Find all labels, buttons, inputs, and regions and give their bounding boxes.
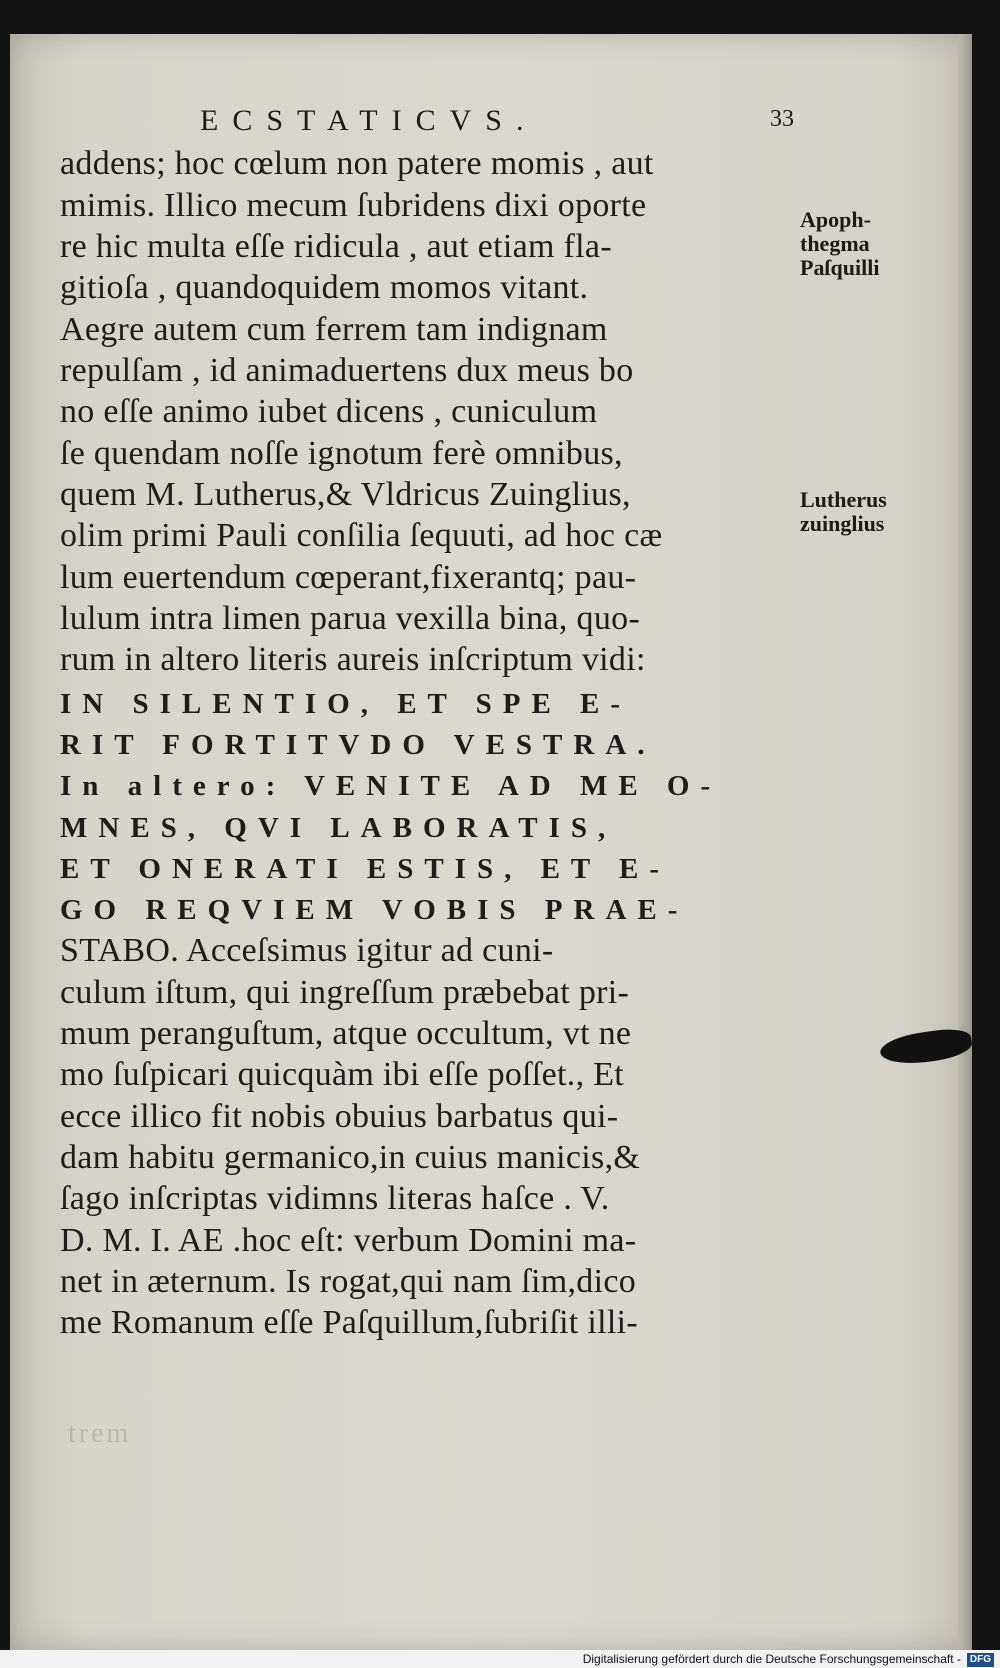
text-line: dam habitu germanico,in cuius manicis,& (60, 1139, 641, 1176)
text-line: rum in altero literis aureis inſcriptum vidi: (60, 641, 646, 678)
text-line: D. M. I. AE .hoc eſt: verbum Domini ma- (60, 1222, 637, 1259)
inscription-line: GO REQVIEM VOBIS PRAE- (60, 894, 689, 926)
text-line: net in æternum. Is rogat,qui nam ſim,dico (60, 1263, 637, 1300)
text-line: olim primi Pauli conſilia ſequuti, ad hoc cæ (60, 517, 663, 554)
text-line: re hic multa eſſe ridicula , aut etiam fla- (60, 228, 612, 265)
inscription-line: IN SILENTIO, ET SPE E- (60, 688, 632, 720)
inscription-line: ET ONERATI ESTIS, ET E- (60, 853, 671, 885)
text-line: ſago inſcriptas vidimns literas haſce . V. (60, 1180, 610, 1217)
digitization-footer (0, 1650, 1000, 1668)
running-head: ECSTATICVS. (200, 104, 538, 137)
margin-note-apophthegma: Apoph- thegma Paſquilli (800, 207, 880, 280)
page-number: 33 (770, 106, 794, 132)
show-through-text: trem (68, 1418, 132, 1449)
margin-note-lutherus: Lutherus zuinglius (800, 487, 887, 536)
text-line: STABO. Acceſsimus igitur ad cuni- (60, 932, 554, 969)
text-line: ecce illico fit nobis obuius barbatus qui- (60, 1098, 619, 1135)
text-line: Aegre autem cum ferrem tam indignam (60, 311, 608, 348)
footer-credit: Digitalisierung gefördert durch die Deutsche Forschungsgemeinschaft - (582, 1652, 961, 1666)
text-line: addens; hoc cœlum non patere momis , aut (60, 145, 654, 182)
inscription-line: MNES, QVI LABORATIS, (60, 812, 617, 844)
text-line: gitioſa , quandoquidem momos vitant. (60, 269, 589, 306)
dfg-logo: DFG (967, 1653, 994, 1667)
inscription-line: RIT FORTITVDO VESTRA. (60, 729, 656, 761)
text-line: repulſam , id animaduertens dux meus bo (60, 352, 634, 389)
text-line: lum euertendum cœperant,fixerantq; pau- (60, 559, 637, 596)
text-line: ſe quendam noſſe ignotum ferè omnibus, (60, 435, 623, 472)
text-line: mum peranguſtum, atque occultum, vt ne (60, 1015, 632, 1052)
text-line: culum iſtum, qui ingreſſum præbebat pri- (60, 974, 630, 1011)
text-line: mo ſuſpicari quicquàm ibi eſſe poſſet., Et (60, 1056, 625, 1093)
page-edge (958, 34, 972, 1650)
text-line: me Romanum eſſe Paſquillum,ſubriſit illi- (60, 1304, 638, 1341)
text-line: quem M. Lutherus,& Vldricus Zuinglius, (60, 476, 631, 513)
text-line: mimis. Illico mecum ſubridens dixi oporte (60, 187, 647, 224)
inscription-line: In altero: VENITE AD ME O- (60, 770, 722, 802)
text-line: lulum intra limen parua vexilla bina, quo- (60, 600, 641, 637)
text-line: no eſſe animo iubet dicens , cuniculum (60, 393, 598, 430)
